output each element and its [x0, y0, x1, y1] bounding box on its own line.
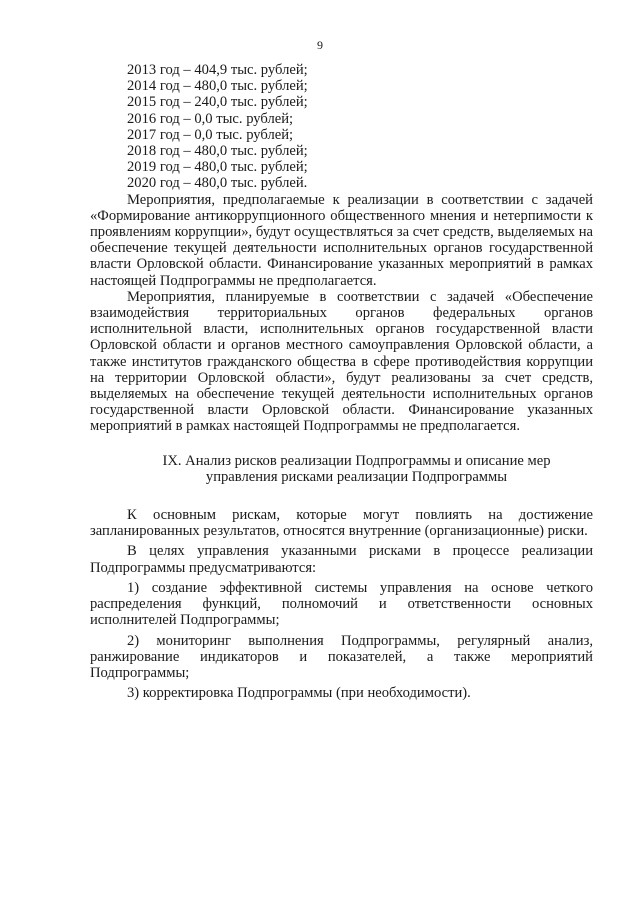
funding-year-line: 2019 год – 480,0 тыс. рублей;: [127, 159, 308, 176]
paragraph-anticorruption-opinion: Мероприятия, предполагаемые к реализации в соответствии с задачей «Формирование антикоррупционного общественного мнения и нетерпимости к проявлениям коррупции», будут осуществляться за счет средств, выделяемых на обеспечение текущей деятельности исполнительных органов государственной власти Орловской области. Финансирование указанных мероприятий в рамках настоящей Подпрограммы не предполагается.: [90, 191, 593, 289]
funding-year-line: 2018 год – 480,0 тыс. рублей;: [127, 143, 308, 160]
funding-year-line: 2014 год – 480,0 тыс. рублей;: [127, 78, 308, 95]
funding-year-line: 2020 год – 480,0 тыс. рублей.: [127, 175, 308, 192]
paragraph-interaction-bodies: Мероприятия, планируемые в соответствии с задачей «Обеспечение взаимодействия территориальных органов федеральных органов исполнительной власти, исполнительных органов государственной власти Орловской области и органов местного самоуправления Орловской области, а также институтов гражданского общества в сфере противодействия коррупции на территории Орловской области», будут реализованы за счет средств, выделяемых на обеспечение текущей деятельности исполнительных органов государственной власти Орловской области. Финансирование указанных мероприятий в рамках настоящей Подпрограммы не предполагается.: [90, 288, 593, 435]
funding-year-line: 2017 год – 0,0 тыс. рублей;: [127, 126, 294, 143]
paragraph-measure-1: 1) создание эффективной системы управления на основе четкого распределения функций, полномочий и ответственности основных исполнителей Подпрограммы;: [90, 579, 593, 629]
section-heading-line: управления рисками реализации Подпрограммы: [205, 468, 508, 485]
paragraph-measure-3: 3) корректировка Подпрограммы (при необходимости).: [127, 685, 471, 702]
page-number: 9: [317, 38, 323, 52]
document-body: [90, 62, 593, 701]
funding-year-line: 2015 год – 240,0 тыс. рублей;: [127, 94, 308, 111]
section-heading-line: IX. Анализ рисков реализации Подпрограммы и описание мер: [162, 452, 551, 469]
funding-year-line: 2013 год – 404,9 тыс. рублей;: [127, 62, 308, 78]
paragraph-measure-2: 2) мониторинг выполнения Подпрограммы, регулярный анализ, ранжирование индикаторов и показателей, а также мероприятий Подпрограммы;: [90, 632, 593, 681]
paragraph-main-risks: К основным рискам, которые могут повлиять на достижение запланированных результатов, относятся внутренние (организационные) риски.: [90, 507, 593, 540]
funding-by-year-list: [127, 62, 593, 192]
funding-year-line: 2016 год – 0,0 тыс. рублей;: [127, 110, 294, 127]
paragraph-risk-management: В целях управления указанными рисками в процессе реализации Подпрограммы предусматриваются:: [90, 543, 593, 576]
section-heading: [90, 453, 593, 485]
